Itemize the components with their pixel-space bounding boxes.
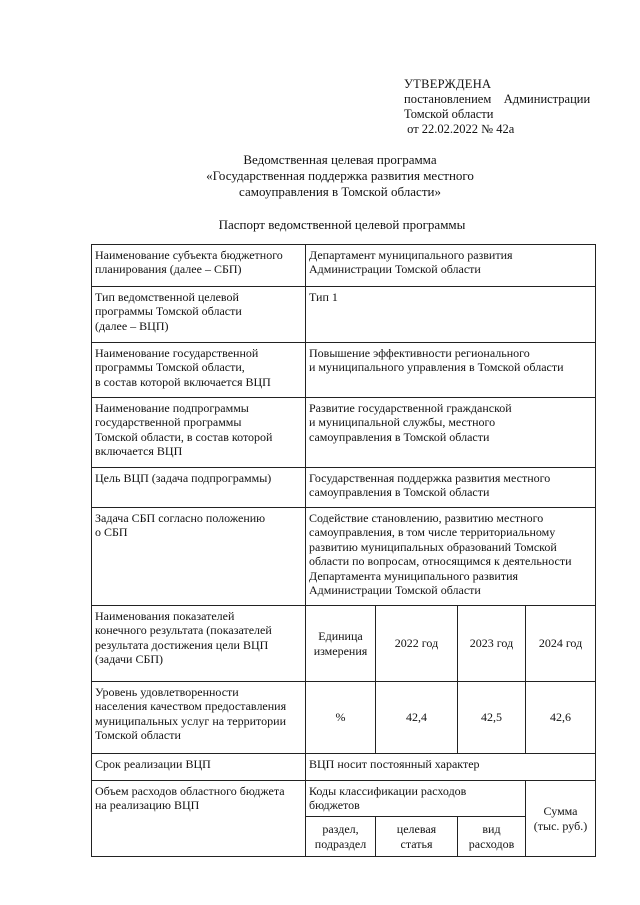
sbp-value: Департамент муниципального развития Администрации Томской области xyxy=(306,245,596,287)
row-subprogram xyxy=(92,398,596,468)
unit-header: Единица измерения xyxy=(306,606,376,682)
goal-label: Цель ВЦП (задача подпрограммы) xyxy=(92,468,306,508)
term-label: Срок реализации ВЦП xyxy=(92,754,306,781)
approval-block xyxy=(404,77,590,137)
approval-line-2: постановлением Администрации xyxy=(404,92,591,106)
year-header-2023: 2023 год xyxy=(458,606,526,682)
row-task xyxy=(92,508,596,606)
goal-value: Государственная поддержка развития местного самоуправления в Томской области xyxy=(306,468,596,508)
expense-type-header: вид расходов xyxy=(458,817,526,857)
sbp-label: Наименование субъекта бюджетного планирования (далее – СБП) xyxy=(92,245,306,287)
state-program-value: Повышение эффективности регионального и муниципального управления в Томской области xyxy=(306,343,596,398)
satisfaction-value-2024: 42,6 xyxy=(526,682,596,754)
title-line-3: самоуправления в Томской области» xyxy=(239,184,441,199)
sum-header: Сумма (тыс. руб.) xyxy=(526,781,596,857)
row-goal xyxy=(92,468,596,508)
approval-line-3: Томской области xyxy=(404,107,494,121)
satisfaction-value-2022: 42,4 xyxy=(376,682,458,754)
row-satisfaction xyxy=(92,682,596,754)
expenses-label: Объем расходов областного бюджета на реализацию ВЦП xyxy=(92,781,306,857)
state-program-label: Наименование государственной программы Томской области, в состав которой включается ВЦП xyxy=(92,343,306,398)
indicators-label: Наименования показателей конечного результата (показателей результата достижения цели ВЦП (задачи СБП) xyxy=(92,606,306,682)
passport-table xyxy=(91,244,596,857)
satisfaction-unit: % xyxy=(306,682,376,754)
row-state-program xyxy=(92,343,596,398)
year-header-2024: 2024 год xyxy=(526,606,596,682)
title-line-1: Ведомственная целевая программа xyxy=(243,152,437,167)
row-type xyxy=(92,287,596,343)
row-sbp xyxy=(92,245,596,287)
section-subsection-header: раздел, подраздел xyxy=(306,817,376,857)
title-line-2: «Государственная поддержка развития местного xyxy=(206,168,474,183)
type-label: Тип ведомственной целевой программы Томской области (далее – ВЦП) xyxy=(92,287,306,343)
type-value: Тип 1 xyxy=(306,287,596,343)
row-term xyxy=(92,754,596,781)
task-value: Содействие становлению, развитию местного самоуправления, в том числе территориальному развитию муниципальных образований Томской области по вопросам, относящимся к деятельности Департамента муниципального развития Администрации Томской области xyxy=(306,508,596,606)
approval-line-4: от 22.02.2022 № 42а xyxy=(404,122,515,136)
term-value: ВЦП носит постоянный характер xyxy=(306,754,596,781)
subprogram-label: Наименование подпрограммы государственной программы Томской области, в состав которой включается ВЦП xyxy=(92,398,306,468)
passport-heading: Паспорт ведомственной целевой программы xyxy=(218,217,466,232)
codes-header: Коды классификации расходов бюджетов xyxy=(306,781,526,817)
approval-line-1: УТВЕРЖДЕНА xyxy=(404,77,492,91)
row-expenses-header xyxy=(92,781,596,817)
row-indicators-header xyxy=(92,606,596,682)
satisfaction-value-2023: 42,5 xyxy=(458,682,526,754)
year-header-2022: 2022 год xyxy=(376,606,458,682)
target-article-header: целевая статья xyxy=(376,817,458,857)
satisfaction-label: Уровень удовлетворенности населения качеством предоставления муниципальных услуг на территории Томской области xyxy=(92,682,306,754)
task-label: Задача СБП согласно положению о СБП xyxy=(92,508,306,606)
subprogram-value: Развитие государственной гражданской и муниципальной службы, местного самоуправления в Томской области xyxy=(306,398,596,468)
document-title xyxy=(0,152,640,200)
